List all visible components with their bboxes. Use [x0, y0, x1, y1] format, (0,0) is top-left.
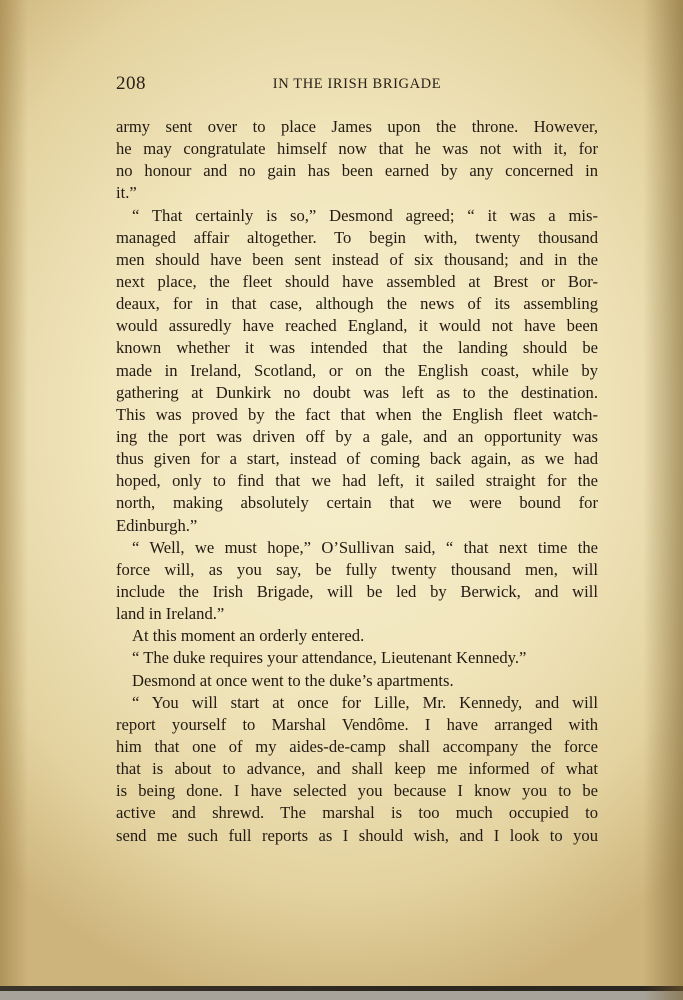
text-line: land in Ireland.” [116, 604, 225, 624]
text-line: him that one of my aides-de-camp shall accompany the force [116, 736, 598, 756]
text-line: hoped, only to find that we had left, it sailed straight for the [116, 471, 598, 491]
text-line: force will, as you say, be fully twenty thousand men, will [116, 559, 598, 579]
text-line: next place, the fleet should have assembled at Brest or Bor- [116, 271, 598, 291]
text-line: report yourself to Marshal Vendôme. I have arranged with [116, 714, 598, 734]
text-line: Edinburgh.” [116, 515, 198, 535]
text-line: thus given for a start, instead of coming back again, as we had [116, 449, 598, 469]
text-line: managed affair altogether. To begin with, twenty thousand [116, 227, 598, 247]
text-line: north, making absolutely certain that we were bound for [116, 493, 598, 513]
text-line: men should have been sent instead of six thousand; and in the [116, 249, 598, 269]
page-bottom-edge [0, 986, 683, 991]
text-line: gathering at Dunkirk no doubt was left as to the destination. [116, 382, 598, 402]
text-line: is being done. I have selected you because I know you to be [116, 781, 598, 801]
text-line: ing the port was driven off by a gale, and an opportunity was [116, 426, 598, 446]
text-line: known whether it was intended that the landing should be [116, 338, 598, 358]
text-line: would assuredly have reached England, it would not have been [116, 316, 598, 336]
text-line: made in Ireland, Scotland, or on the English coast, while by [116, 360, 598, 380]
page-number: 208 [116, 73, 146, 94]
text-line: “ Well, we must hope,” O’Sullivan said, “ that next time the [132, 537, 598, 557]
text-line: Desmond at once went to the duke’s apartments. [132, 670, 454, 690]
text-line: This was proved by the fact that when the English fleet watch- [116, 404, 598, 424]
text-line: “ You will start at once for Lille, Mr. Kennedy, and will [132, 692, 598, 712]
text-line: army sent over to place James upon the throne. However, [116, 117, 598, 136]
text-line: send me such full reports as I should wish, and I look to you [116, 825, 598, 845]
text-line: include the Irish Brigade, will be led by Berwick, and will [116, 581, 598, 601]
text-line: “ The duke requires your attendance, Lieutenant Kennedy.” [132, 648, 527, 668]
text-line: At this moment an orderly entered. [132, 626, 365, 646]
text-line: deaux, for in that case, although the news of its assembling [116, 294, 598, 314]
text-line: “ That certainly is so,” Desmond agreed; “ it was a mis- [132, 205, 598, 225]
page-header [116, 73, 598, 97]
text-line: he may congratulate himself now that he was not with it, for [116, 139, 598, 159]
text-line: that is about to advance, and shall keep me informed of what [116, 759, 598, 779]
body-text [116, 116, 598, 847]
text-line: no honour and no gain has been earned by any concerned in [116, 161, 598, 181]
text-line: active and shrewd. The marshal is too much occupied to [116, 803, 598, 823]
text-line: it.” [116, 183, 137, 203]
running-head: IN THE IRISH BRIGADE [272, 76, 442, 92]
